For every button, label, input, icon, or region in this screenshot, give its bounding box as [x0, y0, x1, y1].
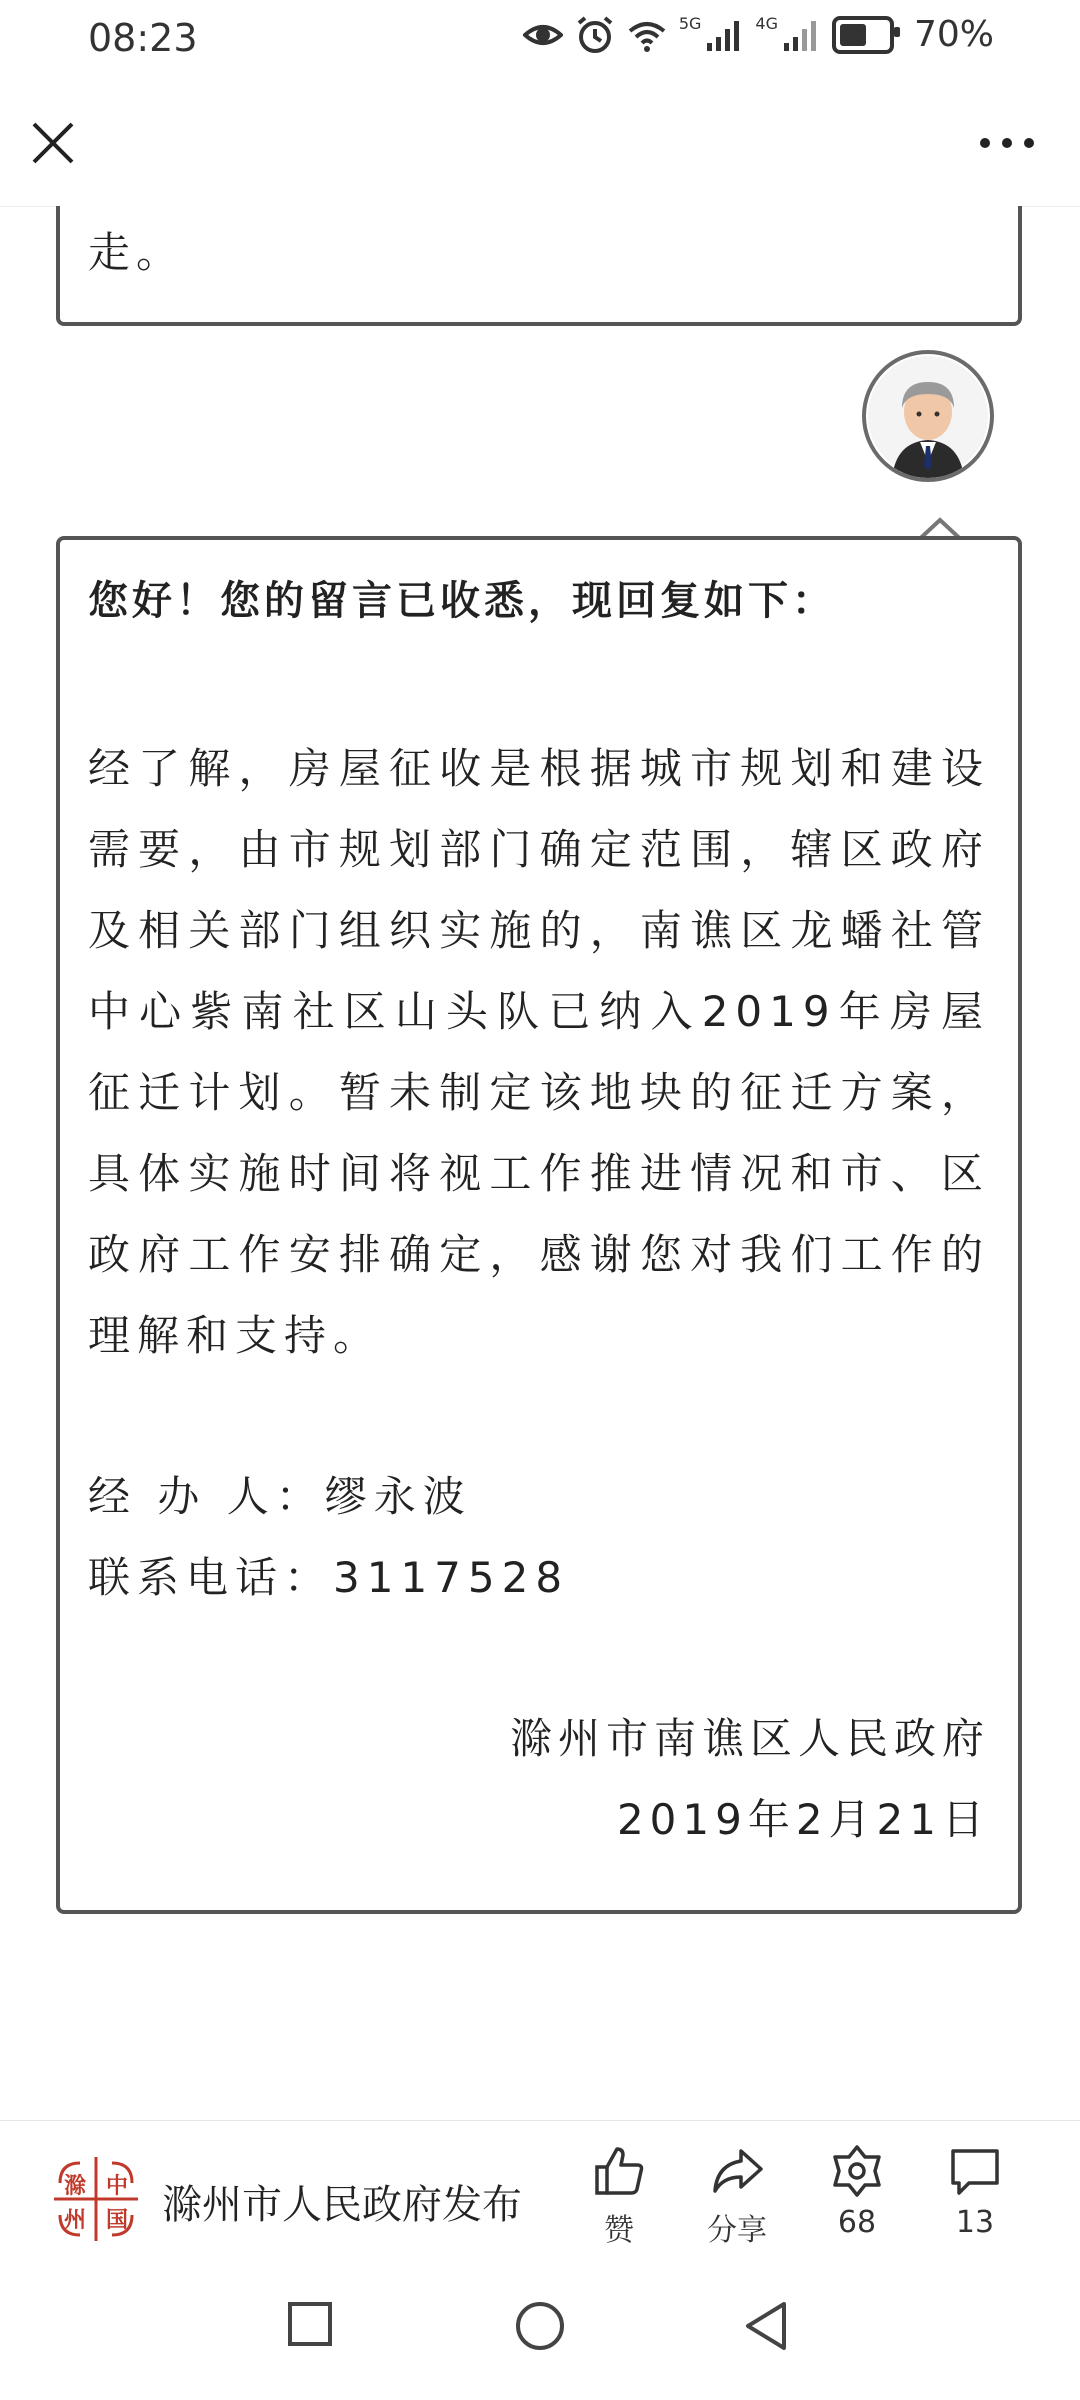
reply-contact: [88, 1456, 990, 1618]
svg-text:国: 国: [105, 2208, 129, 2233]
wow-button[interactable]: [812, 2143, 902, 2240]
recent-apps-button[interactable]: [286, 2300, 334, 2348]
svg-text:滁: 滁: [63, 2174, 87, 2199]
svg-text:州: 州: [63, 2208, 87, 2233]
footer-action-bar: [0, 2120, 1080, 2261]
wifi-icon: [627, 15, 667, 55]
wow-icon: [829, 2143, 885, 2199]
signal-icon: [703, 15, 743, 55]
phone-label: 联系电话：: [88, 1553, 334, 1602]
alarm-icon: [575, 15, 615, 55]
avatar: [862, 350, 994, 482]
thumbs-up-icon: [591, 2143, 647, 2199]
phone-line: [88, 1537, 990, 1618]
handler-label: 经 办 人：: [88, 1472, 325, 1521]
eye-icon: [523, 15, 563, 55]
home-button[interactable]: [514, 2300, 566, 2352]
comment-button[interactable]: [930, 2143, 1020, 2240]
svg-text:中: 中: [105, 2174, 129, 2199]
signature-org: 滁州市南谯区人民政府: [509, 1714, 990, 1763]
reply-message-card: [56, 536, 1022, 1914]
previous-message-card: [56, 206, 1022, 326]
wow-count: 68: [837, 2205, 877, 2240]
share-label: 分享: [707, 2213, 767, 2248]
handler-line: [88, 1456, 990, 1537]
reply-body: 经了解，房屋征收是根据城市规划和建设需要，由市规划部门确定范围，辖区政府及相关部门组织实施的，南谯区龙蟠社管中心紫南社区山头队已纳入2019年房屋征迁计划。暂未制定该地块的征迁方案，具体实施时间将视工作推进情况和市、区政府工作安排确定，感谢您对我们工作的理解和支持。: [88, 744, 990, 1360]
signature-date: 2019年2月21日: [616, 1795, 990, 1844]
top-nav-bar: [0, 80, 1080, 207]
share-button[interactable]: [692, 2143, 782, 2249]
comment-count: 13: [955, 2205, 995, 2240]
like-button[interactable]: [574, 2143, 664, 2249]
like-label: 赞: [604, 2213, 634, 2248]
signal-icon: [780, 15, 820, 55]
phone-number: 3117528: [333, 1553, 570, 1602]
network-4g-label: 4G: [755, 14, 778, 33]
account-logo[interactable]: [52, 2155, 140, 2243]
close-icon[interactable]: [30, 120, 76, 166]
system-nav-bar: [0, 2260, 1080, 2400]
back-button[interactable]: [742, 2300, 790, 2352]
account-name[interactable]: 滁州市人民政府发布: [162, 2182, 522, 2228]
previous-message-tail: 走。: [88, 228, 185, 277]
reply-signature: [88, 1698, 990, 1860]
article-content[interactable]: [0, 206, 1080, 2116]
reply-greeting: 您好！您的留言已收悉，现回复如下：: [88, 578, 836, 624]
handler-name: 缪永波: [324, 1472, 472, 1521]
battery-percent: 70%: [913, 14, 994, 55]
status-time: 08:23: [88, 16, 198, 60]
battery-icon: [832, 16, 894, 54]
share-icon: [709, 2143, 765, 2199]
official-avatar-icon: [866, 354, 990, 478]
network-5g-label: 5G: [678, 14, 702, 33]
status-icons: [523, 14, 994, 55]
comment-icon: [947, 2143, 1003, 2199]
more-icon[interactable]: [978, 130, 1036, 156]
status-bar: [0, 0, 1080, 80]
